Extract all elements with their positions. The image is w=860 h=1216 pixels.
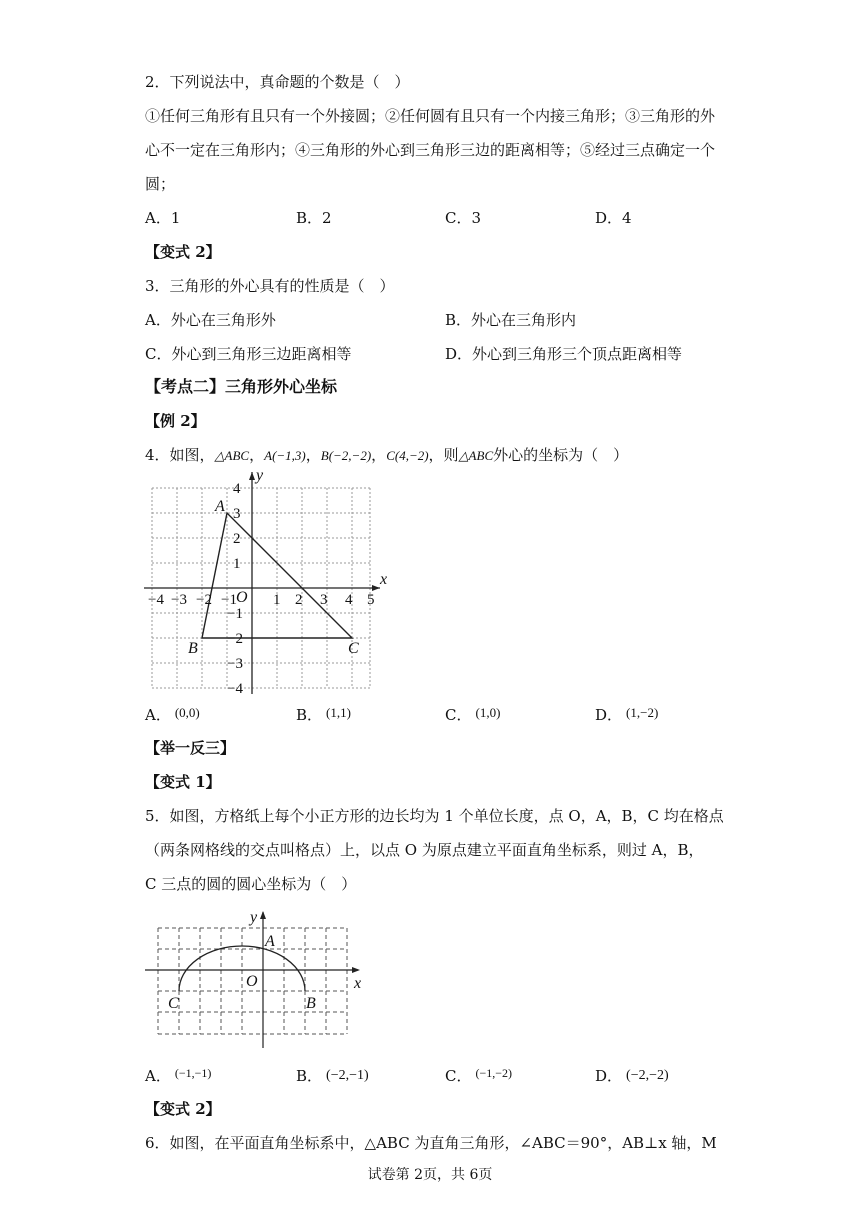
x-tick-label: −2 xyxy=(196,592,212,608)
q4-triangle-2: △ABC xyxy=(458,448,494,463)
q5-option-d-label: D． xyxy=(595,1067,623,1085)
variant-heading: 【变式 2】 xyxy=(145,243,221,261)
page-footer: 试卷第 2页，共 6页 xyxy=(367,1167,493,1183)
q2-option-d: D．4 xyxy=(595,209,632,227)
y-tick-label: 1 xyxy=(233,556,241,572)
q4-point-c: C(4,−2) xyxy=(386,448,429,463)
point-a-label: A xyxy=(265,933,275,950)
y-axis-label: y xyxy=(256,467,264,484)
x-tick-label: 2 xyxy=(295,592,303,608)
q4-option-c-label: C． xyxy=(445,706,472,724)
origin-label: O xyxy=(246,973,258,990)
q2-line3: 圆； xyxy=(145,175,176,193)
q4-option-a-label: A． xyxy=(145,706,171,724)
q4-sep1: ， xyxy=(249,446,265,464)
q4-option-b-value: (1,1) xyxy=(326,705,351,720)
origin-label: O xyxy=(236,589,248,606)
vertex-b-label: B xyxy=(188,640,198,657)
q4-option-a xyxy=(145,705,200,726)
point-b-label: B xyxy=(306,995,316,1012)
q5-option-c xyxy=(445,1066,512,1087)
q3-option-c: C．外心到三角形三边距离相等 xyxy=(145,345,352,363)
q4-point-b: B(−2,−2) xyxy=(320,448,372,463)
y-tick-label: 4 xyxy=(233,481,241,497)
q2-option-c: C．3 xyxy=(445,209,482,227)
q3-stem: 3．三角形的外心具有的性质是（ ） xyxy=(145,277,395,295)
y-tick-label: −2 xyxy=(227,631,243,647)
x-tick-label: 4 xyxy=(345,592,353,608)
q2-option-a: A．1 xyxy=(145,209,181,227)
x-axis-label: x xyxy=(354,975,362,992)
practice-heading: 【举一反三】 xyxy=(145,739,236,757)
q4-option-d xyxy=(595,705,658,726)
q5-line1: 5．如图，方格纸上每个小正方形的边长均为 1 个单位长度，点 O，A，B，C 均在格点 xyxy=(145,807,724,825)
q5-option-d-value: (−2,−2) xyxy=(626,1068,669,1083)
q4-point-a: A(−1,3) xyxy=(264,448,306,463)
y-axis-label: y xyxy=(250,909,258,926)
q4-option-c xyxy=(445,705,500,726)
q5-option-c-label: C． xyxy=(445,1067,472,1085)
q4-option-d-label: D． xyxy=(595,706,623,724)
q5-option-d xyxy=(595,1066,669,1088)
example-heading: 【例 2】 xyxy=(145,412,206,430)
vertex-a-label: A xyxy=(215,498,225,515)
q5-option-a xyxy=(145,1066,211,1087)
section-title: 【考点二】三角形外心坐标 xyxy=(145,377,338,396)
x-tick-label: 5 xyxy=(367,592,375,608)
q5-option-b-label: B． xyxy=(296,1067,323,1085)
q4-stem xyxy=(145,445,628,466)
q5-option-a-label: A． xyxy=(145,1067,171,1085)
q5-line3: C 三点的圆的圆心坐标为（ ） xyxy=(145,875,357,893)
q5-option-b-value: (−2,−1) xyxy=(326,1068,369,1083)
q4-sep2: ， xyxy=(305,446,321,464)
vertex-c-label: C xyxy=(348,640,359,657)
q3-option-b: B．外心在三角形内 xyxy=(445,311,577,329)
q4-option-b xyxy=(296,705,351,726)
q4-triangle: △ABC xyxy=(214,448,250,463)
y-tick-label: 3 xyxy=(233,506,241,522)
q4-suffix: 外心的坐标为（ ） xyxy=(493,446,629,464)
arc-figure xyxy=(140,906,370,1052)
q2-stem: 2．下列说法中，真命题的个数是（ ） xyxy=(145,73,410,91)
q3-option-a: A．外心在三角形外 xyxy=(145,311,276,329)
y-tick-label: −1 xyxy=(227,606,243,622)
q4-option-c-value: (1,0) xyxy=(475,705,501,720)
q4-prefix: 4．如图， xyxy=(145,446,215,464)
q4-option-a-value: (0,0) xyxy=(174,705,200,720)
x-axis-label: x xyxy=(380,571,388,588)
q2-option-b: B．2 xyxy=(296,209,332,227)
x-tick-label: 3 xyxy=(320,592,328,608)
q3-option-d: D．外心到三角形三个顶点距离相等 xyxy=(445,345,683,363)
x-tick-label: 1 xyxy=(273,592,281,608)
q4-option-d-value: (1,−2) xyxy=(626,705,659,720)
variant-heading: 【变式 2】 xyxy=(145,1100,221,1118)
y-tick-label: −4 xyxy=(227,681,243,696)
q4-mid: ，则 xyxy=(428,446,459,464)
q4-option-b-label: B． xyxy=(296,706,323,724)
q4-sep3: ， xyxy=(371,446,387,464)
variant-heading: 【变式 1】 xyxy=(145,773,221,791)
q6-line1: 6．如图，在平面直角坐标系中，△ABC 为直角三角形，∠ABC＝90°，AB⊥x 轴，M xyxy=(145,1134,717,1152)
q5-option-a-value: (−1,−1) xyxy=(174,1066,212,1080)
y-tick-label: −3 xyxy=(227,656,243,672)
q5-option-b xyxy=(296,1066,369,1088)
x-tick-label: −1 xyxy=(221,592,237,608)
x-tick-label: −3 xyxy=(171,592,187,608)
x-tick-label: −4 xyxy=(148,592,164,608)
q2-line2: 心不一定在三角形内；④三角形的外心到三角形三边的距离相等；⑤经过三点确定一个 xyxy=(145,141,716,159)
triangle-figure xyxy=(140,466,390,696)
q5-line2: （两条网格线的交点叫格点）上，以点 O 为原点建立平面直角坐标系，则过 A，B， xyxy=(145,841,704,859)
q5-option-c-value: (−1,−2) xyxy=(475,1066,513,1080)
y-tick-label: 2 xyxy=(233,531,241,547)
point-c-label: C xyxy=(168,995,179,1012)
q2-line1: ①任何三角形有且只有一个外接圆；②任何圆有且只有一个内接三角形；③三角形的外 xyxy=(145,107,716,125)
